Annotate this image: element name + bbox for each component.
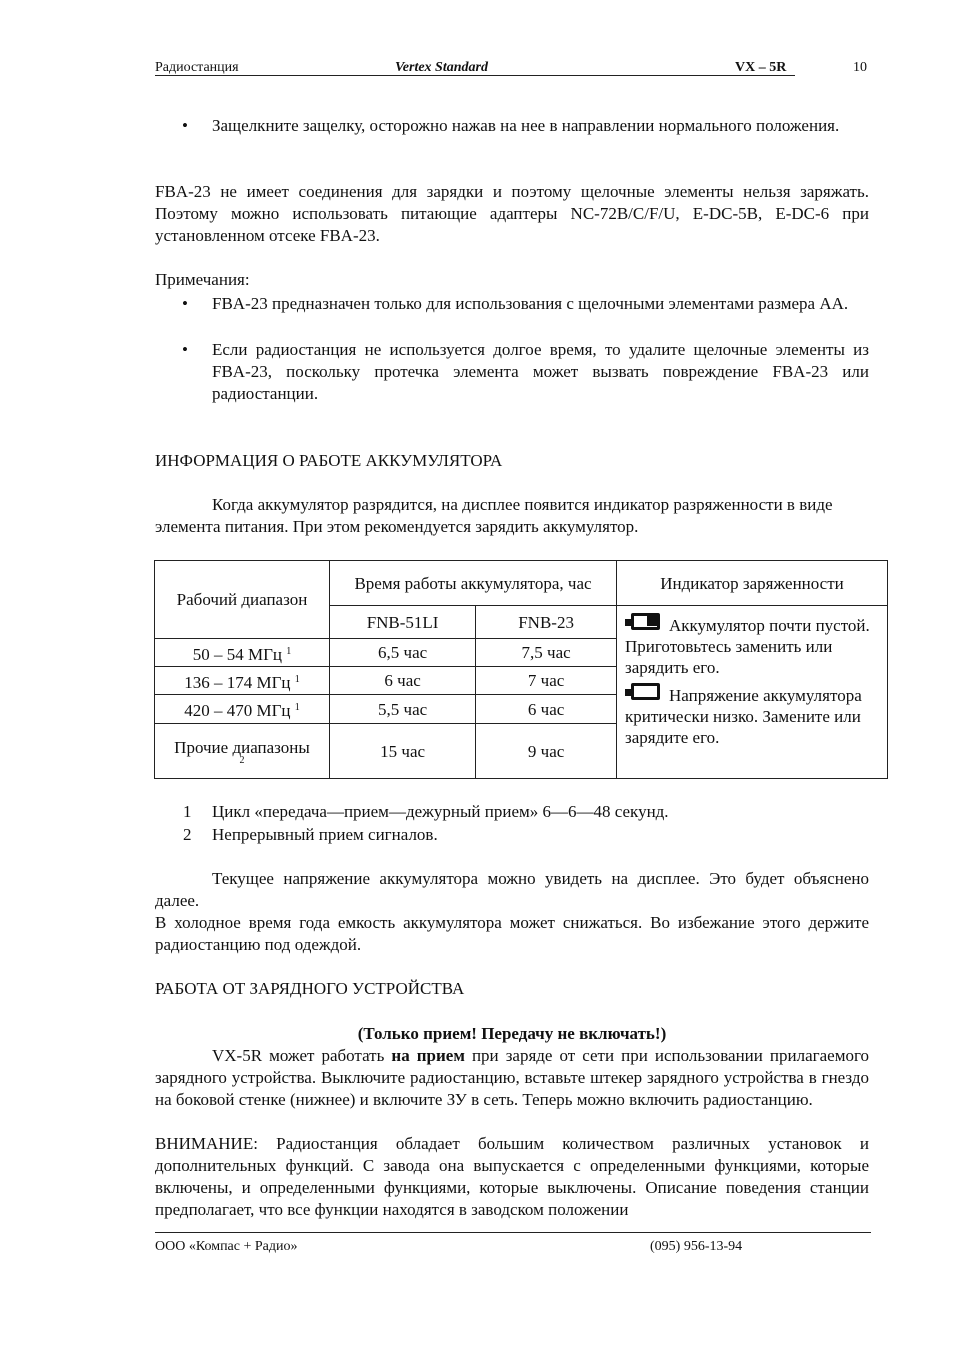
footer-company: ООО «Компас + Радио»	[155, 1239, 298, 1254]
note-item	[155, 293, 869, 315]
header-brand: Vertex Standard	[395, 60, 488, 75]
bullet-dot: •	[182, 116, 188, 135]
header-title: Радиостанция	[155, 60, 239, 75]
range-cell: Прочие диапазоны 2	[155, 724, 330, 779]
paragraph-cold: В холодное время года емкость аккумулятора может снижаться. Во избежание этого держите радиостанцию под одеждой.	[155, 913, 869, 954]
paragraph-voltage: Текущее напряжение аккумулятора можно увидеть на дисплее. Это будет объяснено далее.	[155, 869, 869, 910]
fnb23-cell: 6 час	[476, 695, 617, 724]
battery-empty-icon	[625, 682, 665, 704]
range-cell: 50 – 54 МГц $^1$	[155, 639, 330, 667]
subheader-fnb23: FNB-23	[476, 606, 617, 639]
paragraph-charger: VX-5R может работать на прием при заряде от сети при использовании прилагаемого зарядного устройства. Выключите радиостанцию, вставьте штекер зарядного устройства в гнездо на боковой стенке (нижнее) и включите ЗУ в сеть. Теперь можно включить радиостанцию.	[155, 1046, 870, 1109]
fnb23-cell: 7 час	[476, 667, 617, 695]
note-text: Если радиостанция не используется долгое время, то удалите щелочные элементы из FBA-23, поскольку протечка элемента может вызвать повреждение FBA-23 или радиостанции.	[212, 340, 869, 403]
range-cell: 420 – 470 МГц $^1$	[155, 695, 330, 724]
fnb51-cell: 6,5 час	[330, 639, 476, 667]
indicator-empty-block	[625, 682, 879, 748]
paragraph-attention: ВНИМАНИЕ: Радиостанция обладает большим количеством различных установок и дополнительных функций. С завода она выпускается с определенными функциями, которые включены, и определенными функциями, которые выключены. Описание поведения станции предполагает, что все функции находятся в заводском положении	[155, 1134, 869, 1219]
indicator-low-block	[625, 612, 879, 678]
header-model: VX – 5R	[735, 60, 787, 75]
section-heading-battery: ИНФОРМАЦИЯ О РАБОТЕ АККУМУЛЯТОРА	[155, 451, 503, 470]
note-item	[155, 339, 869, 405]
page-number: 10	[853, 60, 867, 75]
footnote-text: Цикл «передача—прием—дежурный прием» 6—6—48 секунд.	[212, 802, 669, 821]
header-time: Время работы аккумулятора, час	[330, 561, 617, 606]
header-rule	[155, 75, 795, 76]
fnb51-cell: 15 час	[330, 724, 476, 779]
header-range: Рабочий диапазон	[155, 561, 330, 639]
footer-rule	[155, 1232, 871, 1233]
footnote-number: 2	[183, 825, 192, 844]
bullet-dot: •	[182, 294, 188, 313]
range-cell: 136 – 174 МГц $^1$	[155, 667, 330, 695]
note-text: FBA-23 предназначен только для использования с щелочными элементами размера АА.	[212, 294, 849, 313]
fnb23-cell: 9 час	[476, 724, 617, 779]
fnb23-cell: 7,5 час	[476, 639, 617, 667]
header-indicator: Индикатор заряженности	[617, 561, 888, 606]
subheader-fnb51li: FNB-51LI	[330, 606, 476, 639]
battery-table	[154, 560, 888, 779]
battery-low-icon	[625, 612, 665, 634]
indicator-empty-text: Напряжение аккумулятора критически низко. Замените или зарядите его.	[625, 686, 862, 747]
indicator-low-text: Аккумулятор почти пустой. Приготовьтесь заменить или зарядить его.	[625, 616, 870, 677]
page-header	[155, 58, 869, 78]
footer-phone: (095) 956-13-94	[650, 1239, 743, 1254]
bullet-latch	[155, 115, 869, 137]
section-heading-charger: РАБОТА ОТ ЗАРЯДНОГО УСТРОЙСТВА	[155, 979, 465, 998]
indicator-description	[617, 606, 888, 779]
fnb51-cell: 5,5 час	[330, 695, 476, 724]
bullet-dot: •	[182, 340, 188, 359]
footnote-text: Непрерывный прием сигналов.	[212, 825, 438, 844]
charger-warning: (Только прием! Передачу не включать!)	[357, 1024, 667, 1043]
notes-label: Примечания:	[155, 270, 250, 289]
footnote-number: 1	[183, 802, 192, 821]
paragraph-fba: FBA-23 не имеет соединения для зарядки и поэтому щелочные элементы нельзя заряжать. Поэтому можно использовать питающие адаптеры NC-72B/C/F/U, E-DC-5B, E-DC-6 при установленном отсеке FBA-23.	[155, 182, 869, 245]
bullet-text: Защелкните защелку, осторожно нажав на нее в направлении нормального положения.	[212, 116, 840, 135]
paragraph-battery-intro: Когда аккумулятор разрядится, на дисплее появится индикатор разряженности в виде элемента питания. При этом рекомендуется зарядить аккумулятор.	[155, 495, 833, 536]
fnb51-cell: 6 час	[330, 667, 476, 695]
